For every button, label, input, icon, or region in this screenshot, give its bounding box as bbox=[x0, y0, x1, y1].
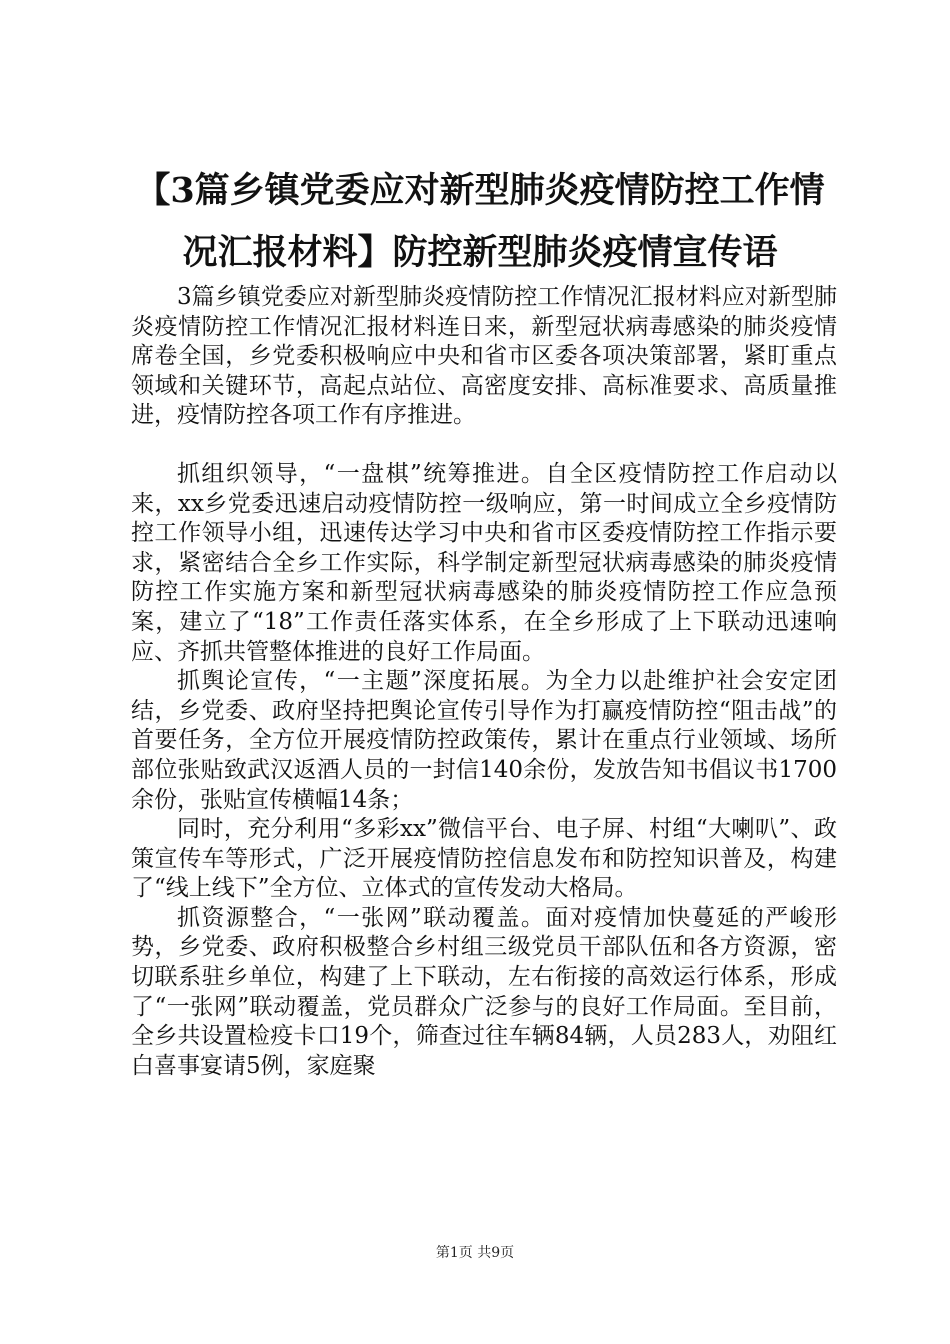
paragraph-media: 同时，充分利用“多彩xx”微信平台、电子屏、村组“大喇叭”、政策宣传车等形式，广泛开展疫情防控信息发布和防控知识普及，构建了“线上线下”全方位、立体式的宣传发动大格局。 bbox=[131, 816, 837, 902]
paragraph-publicity: 抓舆论宣传，“一主题”深度拓展。为全力以赴维护社会安定团结，乡党委、政府坚持把舆论宣传引导作为打赢疫情防控“阻击战”的首要任务，全方位开展疫情防控政策传，累计在重点行业领域、场所部位张贴致武汉返酒人员的一封信140余份，发放告知书倡议书1700余份，张贴宣传横幅14条； bbox=[131, 668, 837, 813]
document-title: 【3篇乡镇党委应对新型肺炎疫情防控工作情况汇报材料】防控新型肺炎疫情宣传语 bbox=[135, 170, 825, 273]
paragraph-intro: 3篇乡镇党委应对新型肺炎疫情防控工作情况汇报材料应对新型肺炎疫情防控工作情况汇报材料连日来，新型冠状病毒感染的肺炎疫情席卷全国，乡党委积极响应中央和省市区委各项决策部署，紧盯重点领域和关键环节，高起点站位、高密度安排、高标准要求、高质量推进，疫情防控各项工作有序推进。 bbox=[131, 284, 837, 429]
paragraph-spacer bbox=[131, 431, 837, 460]
document-body bbox=[131, 283, 837, 1081]
page-footer: 第1页 共9页 bbox=[435, 1245, 515, 1261]
paragraph-resources: 抓资源整合，“一张网”联动覆盖。面对疫情加快蔓延的严峻形势，乡党委、政府积极整合乡村组三级党员干部队伍和各方资源，密切联系驻乡单位，构建了上下联动，左右衔接的高效运行体系，形成了“一张网”联动覆盖，党员群众广泛参与的良好工作局面。至目前，全乡共设置检疫卡口19个，筛查过往车辆84辆，人员283人，劝阻红白喜事宴请5例，家庭聚 bbox=[131, 904, 837, 1079]
paragraph-organization: 抓组织领导，“一盘棋”统筹推进。自全区疫情防控工作启动以来，xx乡党委迅速启动疫情防控一级响应，第一时间成立全乡疫情防控工作领导小组，迅速传达学习中央和省市区委疫情防控工作指示要求，紧密结合全乡工作实际，科学制定新型冠状病毒感染的肺炎疫情防控工作实施方案和新型冠状病毒感染的肺炎疫情防控工作应急预案，建立了“18”工作责任落实体系，在全乡形成了上下联动迅速响应、齐抓共管整体推进的良好工作局面。 bbox=[131, 460, 837, 665]
